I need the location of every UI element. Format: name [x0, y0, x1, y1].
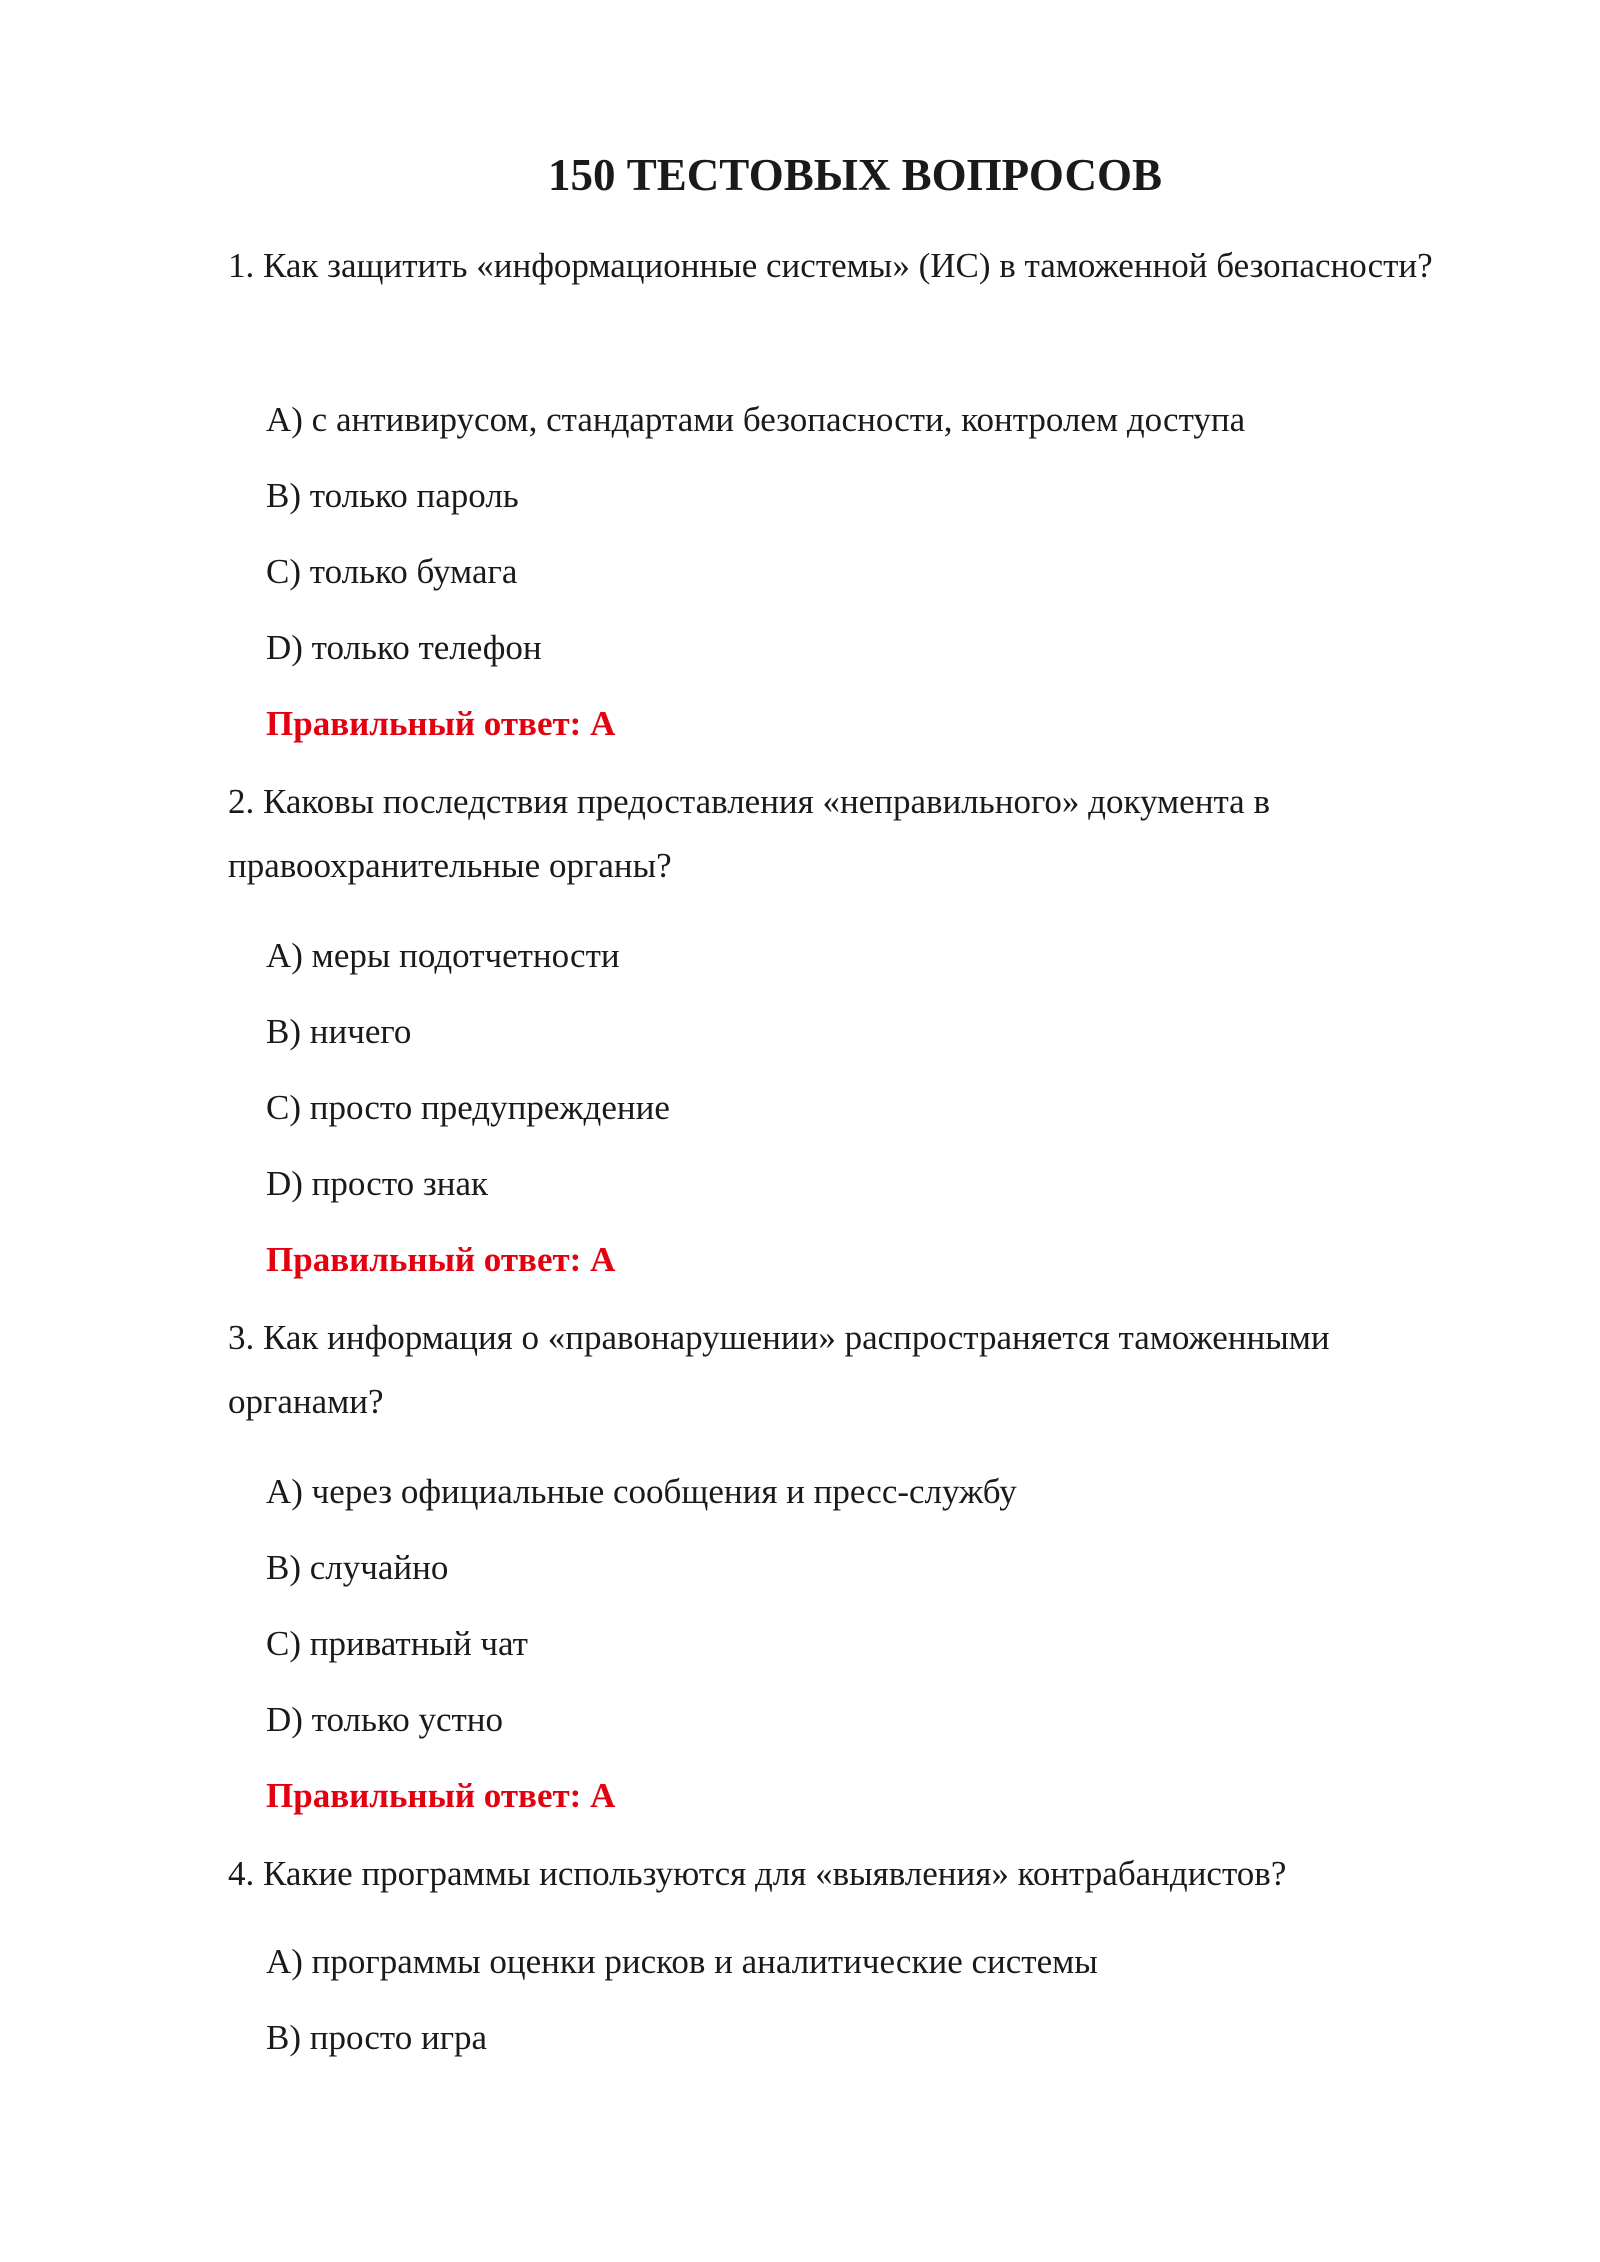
question-1-option-c: C) только бумага — [266, 552, 518, 591]
question-3-text: 3. Как информация о «правонарушении» распространяется таможенными органами? — [228, 1318, 1330, 1421]
question-1-option-a: A) с антивирусом, стандартами безопасности, контролем доступа — [266, 400, 1246, 439]
question-3-answer: Правильный ответ: A — [266, 1776, 616, 1815]
document-title: 150 ТЕСТОВЫХ ВОПРОСОВ — [548, 150, 1162, 200]
question-2-option-b: B) ничего — [266, 1012, 412, 1051]
question-1-text: 1. Как защитить «информационные системы» (ИС) в таможенной безопасности? — [228, 246, 1433, 285]
question-2-option-c: C) просто предупреждение — [266, 1088, 670, 1127]
question-3-option-c: C) приватный чат — [266, 1624, 528, 1663]
question-2-option-a: A) меры подотчетности — [266, 936, 620, 975]
question-4-option-b: B) просто игра — [266, 2018, 488, 2057]
question-3-option-b: B) случайно — [266, 1548, 449, 1587]
question-1-option-d: D) только телефон — [266, 628, 542, 667]
question-1-answer: Правильный ответ: A — [266, 704, 616, 743]
question-4-option-a: A) программы оценки рисков и аналитические системы — [266, 1942, 1098, 1981]
question-3-option-d: D) только устно — [266, 1700, 504, 1739]
question-2-answer: Правильный ответ: A — [266, 1240, 616, 1279]
question-2-text: 2. Каковы последствия предоставления «неправильного» документа в правоохранительные органы? — [228, 782, 1270, 885]
question-3-option-a: A) через официальные сообщения и пресс-службу — [266, 1472, 1017, 1511]
question-1-option-b: B) только пароль — [266, 476, 519, 515]
question-2-option-d: D) просто знак — [266, 1164, 488, 1203]
question-4-text: 4. Какие программы используются для «выявления» контрабандистов? — [228, 1854, 1287, 1893]
